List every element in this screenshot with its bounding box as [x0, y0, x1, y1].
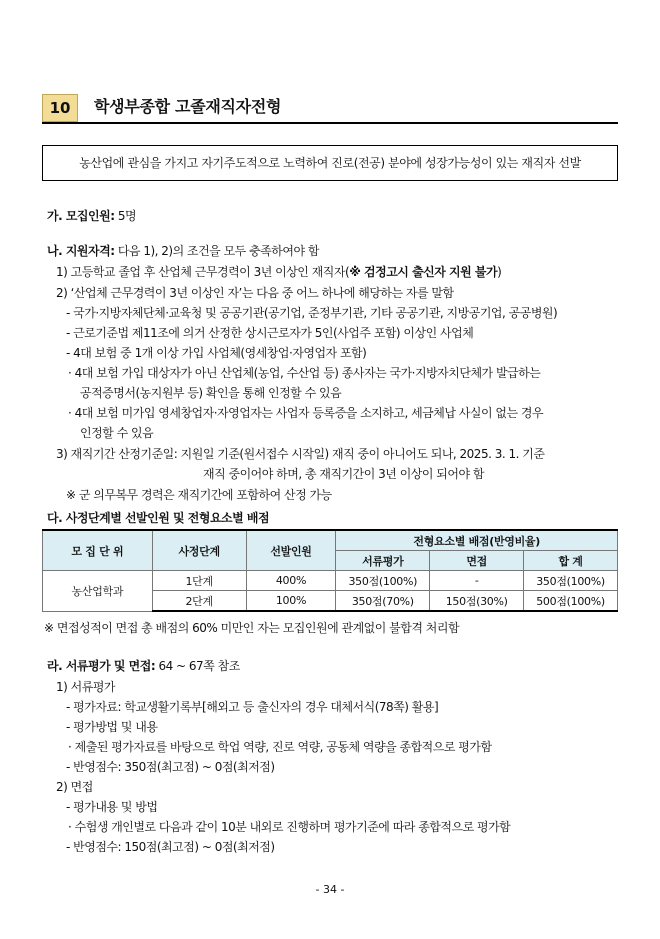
eligibility-sub-4-cont: 공적증명서(농지원부 등) 확인을 통해 인정할 수 있음	[80, 386, 342, 400]
header-interview: 면접	[430, 551, 524, 571]
header-stage: 사정단계	[152, 530, 246, 571]
allocation-note: ※ 면접성적이 면접 총 배점의 60% 미만인 자는 모집인원에 관계없이 불합격 처리함	[44, 621, 460, 635]
evaluation-heading: 라. 서류평가 및 면접:	[47, 659, 156, 673]
header-selection: 선발인원	[246, 530, 336, 571]
cell-document: 350점(70%)	[336, 591, 430, 612]
section-number-badge: 10	[42, 94, 78, 122]
cell-selection: 100%	[246, 591, 336, 612]
doc-eval-item-1: - 평가자료: 학교생활기록부[해외고 등 출신자의 경우 대체서식(78쪽) 활용]	[66, 700, 439, 714]
doc-eval-title: 1) 서류평가	[56, 680, 115, 694]
table-header-row	[43, 530, 618, 551]
eligibility-item-1-text: 1) 고등학교 졸업 후 산업체 근무경력이 3년 이상인 재직자(	[56, 265, 350, 279]
recruit-heading: 가. 모집인원:	[47, 209, 115, 223]
eligibility-item-1	[56, 263, 501, 281]
page-number: - 34 -	[315, 883, 345, 896]
interview-item-3: - 반영점수: 150점(최고점) ~ 0점(최저점)	[66, 840, 275, 854]
recruit-value: 5명	[117, 209, 137, 223]
eligibility-sub-4: · 4대 보험 가입 대상자가 아닌 산업체(농업, 수산업 등) 종사자는 국가·지방자치단체가 발급하는	[68, 366, 541, 380]
header-unit: 모 집 단 위	[43, 530, 153, 571]
interview-item-1: - 평가내용 및 방법	[66, 800, 158, 814]
doc-eval-item-4: - 반영점수: 350점(최고점) ~ 0점(최저점)	[66, 760, 275, 774]
section-title-bar	[42, 94, 618, 124]
doc-eval-item-2: - 평가방법 및 내용	[66, 720, 158, 734]
cell-stage: 1단계	[152, 571, 246, 591]
eligibility-item-3-cont: 재직 중이어야 하며, 총 재직기간이 3년 이상이 되어야 함	[203, 467, 484, 481]
eligibility-item-1-bold: ※ 검정고시 출신자 지원 불가	[349, 265, 498, 279]
allocation-heading: 다. 사정단계별 선발인원 및 전형요소별 배점	[47, 511, 270, 525]
eligibility-sub-1: - 국가·지방자체단체·교육청 및 공공기관(공기업, 준정부기관, 기타 공공기관, 지방공기업, 공공병원)	[66, 306, 558, 320]
eligibility-line	[47, 242, 319, 260]
allocation-table	[42, 529, 618, 612]
eligibility-item-2: 2) ‘산업체 근무경력이 3년 이상인 자’는 다음 중 어느 하나에 해당하는 자를 말함	[56, 286, 454, 300]
cell-unit-name: 농산업학과	[43, 571, 153, 612]
eligibility-sub-5: · 4대 보험 미가입 영세창업자·자영업자는 사업자 등록증을 소지하고, 세금체납 사실이 없는 경우	[68, 406, 544, 420]
cell-total: 500점(100%)	[524, 591, 618, 612]
cell-document: 350점(100%)	[336, 571, 430, 591]
section-title: 학생부종합 고졸재직자전형	[94, 97, 282, 116]
eligibility-sub-2: - 근로기준법 제11조에 의거 산정한 상시근로자가 5인(사업주 포함) 이상인 사업체	[66, 326, 474, 340]
evaluation-line	[47, 657, 240, 675]
cell-selection: 400%	[246, 571, 336, 591]
eligibility-intro: 다음 1), 2)의 조건을 모두 충족하여야 함	[117, 244, 319, 258]
cell-interview: 150점(30%)	[430, 591, 524, 612]
header-factors: 전형요소별 배점(반영비율)	[336, 530, 618, 551]
eligibility-sub-5-cont: 인정할 수 있음	[80, 426, 154, 440]
header-document: 서류평가	[336, 551, 430, 571]
eligibility-item-3: 3) 재직기간 산정기준일: 지원일 기준(원서접수 시작일) 재직 중이 아니어도 되나, 2025. 3. 1. 기준	[56, 447, 545, 461]
cell-stage: 2단계	[152, 591, 246, 612]
cell-interview: -	[430, 571, 524, 591]
header-total: 합 계	[524, 551, 618, 571]
interview-title: 2) 면접	[56, 780, 93, 794]
recruit-line	[47, 207, 136, 225]
summary-box: 농산업에 관심을 가지고 자기주도적으로 노력하여 진로(전공) 분야에 성장가능성이 있는 재직자 선발	[42, 145, 618, 181]
cell-total: 350점(100%)	[524, 571, 618, 591]
eligibility-heading: 나. 지원자격:	[47, 244, 115, 258]
eligibility-sub-3: - 4대 보험 중 1개 이상 가입 사업체(영세창업·자영업자 포함)	[66, 346, 367, 360]
evaluation-heading-value: 64 ~ 67쪽 참조	[158, 659, 240, 673]
table-row	[43, 571, 618, 591]
interview-item-2: · 수험생 개인별로 다음과 같이 10분 내외로 진행하며 평가기준에 따라 종합적으로 평가함	[68, 820, 511, 834]
eligibility-note: ※ 군 의무복무 경력은 재직기간에 포함하여 산정 가능	[66, 488, 332, 502]
eligibility-item-1-end: )	[497, 265, 502, 279]
doc-eval-item-3: · 제출된 평가자료를 바탕으로 학업 역량, 진로 역량, 공동체 역량을 종합적으로 평가함	[68, 740, 492, 754]
